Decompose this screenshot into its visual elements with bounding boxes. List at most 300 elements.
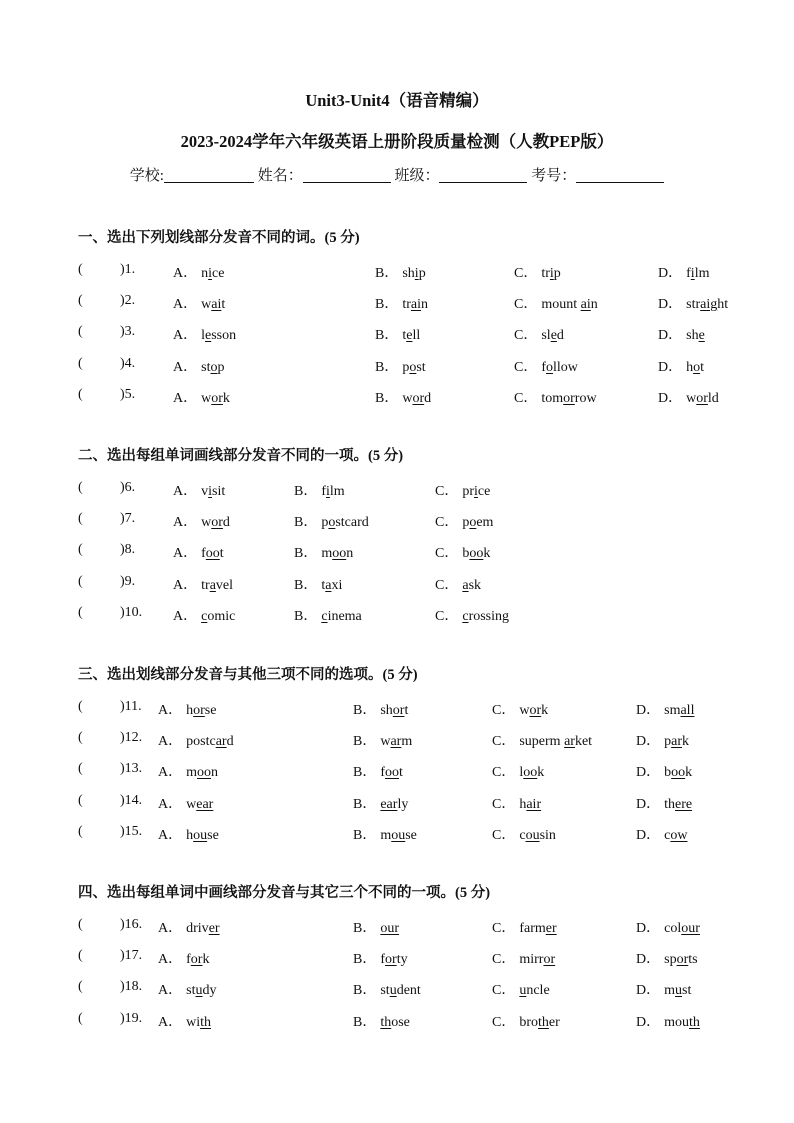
word-prefix: b (462, 546, 470, 562)
underlined-part: ai (580, 297, 591, 313)
name-label: 姓名： (257, 168, 303, 184)
option-letter: A． (173, 359, 198, 375)
word-prefix: w (519, 703, 530, 718)
option-letter: B． (375, 328, 399, 344)
word-prefix: postc (186, 734, 216, 750)
word-suffix: rossing (468, 608, 510, 624)
word-prefix: w (402, 390, 413, 406)
question-number: )5. (120, 386, 136, 402)
underlined-part: oo (671, 765, 686, 781)
underlined-part: a (462, 577, 469, 593)
option-letter: A． (173, 577, 198, 593)
word-suffix: t (404, 703, 409, 718)
word-suffix: m (401, 734, 413, 750)
school-blank[interactable] (164, 167, 254, 183)
option (375, 324, 420, 344)
word-prefix: l (201, 328, 206, 344)
word-suffix: n (211, 765, 219, 781)
underlined-part: or (676, 952, 689, 968)
option-letter: B． (353, 952, 377, 968)
word-suffix: t (221, 297, 226, 313)
option (514, 293, 598, 313)
option-letter: D． (658, 390, 683, 406)
question-number: )3. (120, 324, 136, 340)
word-suffix: xi (331, 577, 343, 593)
underlined-part: o (409, 359, 417, 375)
question-row (78, 286, 778, 317)
word-prefix: sh (402, 266, 415, 281)
underlined-part: o (469, 515, 477, 531)
word-prefix: w (186, 796, 197, 812)
word-suffix: vel (215, 577, 234, 593)
option (435, 542, 490, 562)
option (375, 293, 428, 313)
word-suffix: em (476, 515, 494, 531)
option-letter: D． (658, 266, 683, 281)
question-number: )19. (120, 1010, 143, 1026)
option (435, 480, 490, 500)
option (636, 824, 687, 844)
option-letter: C． (492, 983, 516, 999)
underlined-part: or (211, 390, 223, 406)
section-heading: 三、选出划线部分发音与其他三项不同的选项。(5 分) (78, 667, 418, 683)
word-suffix: t (219, 546, 224, 562)
option-letter: C． (435, 515, 459, 531)
option (636, 917, 700, 937)
name-blank[interactable] (303, 167, 391, 183)
option (492, 917, 557, 937)
answer-paren[interactable]: ( (78, 262, 83, 277)
question-row (78, 380, 778, 411)
option (636, 948, 698, 968)
section-heading: 二、选出每组单词画线部分发音不同的一项。(5 分) (78, 448, 404, 464)
word-prefix: f (321, 484, 327, 499)
word-suffix: p (217, 359, 225, 375)
option (353, 1011, 410, 1031)
question-number: )4. (120, 355, 136, 371)
option-letter: A． (173, 484, 198, 499)
underlined-part: or (392, 703, 405, 718)
option-letter: C． (492, 703, 516, 718)
option-letter: B． (375, 266, 399, 281)
answer-paren[interactable]: ( (78, 480, 83, 495)
word-suffix: t (700, 359, 705, 375)
word-suffix: se (405, 827, 417, 843)
option-letter: B． (294, 577, 318, 593)
question-number: )1. (120, 262, 136, 277)
option-letter: D． (636, 796, 661, 812)
word-suffix: k (685, 765, 693, 781)
word-prefix: mirr (519, 952, 544, 968)
question-number: )17. (120, 948, 143, 964)
word-prefix: sm (664, 703, 681, 718)
underlined-part: o (210, 359, 218, 375)
word-prefix: m (186, 765, 198, 781)
option (658, 293, 728, 313)
option-letter: B． (353, 827, 377, 843)
option-letter: C． (492, 827, 516, 843)
word-prefix: st (380, 983, 390, 999)
word-prefix: mou (664, 1014, 690, 1030)
option-letter: C． (492, 734, 516, 750)
underlined-part: oo (469, 546, 484, 562)
word-suffix: ly (397, 796, 409, 812)
underlined-part: c (321, 608, 328, 624)
word-prefix: p (664, 734, 672, 750)
word-prefix: l (519, 765, 524, 781)
section-3 (78, 664, 778, 848)
word-prefix: m (380, 827, 392, 843)
option-letter: D． (636, 983, 661, 999)
word-suffix: lm (694, 266, 710, 281)
word-prefix: sl (541, 328, 551, 344)
word-suffix: inema (327, 608, 362, 624)
answer-paren[interactable]: ( (78, 792, 83, 808)
word-prefix: driv (186, 921, 209, 936)
underlined-part: c (201, 608, 208, 624)
answer-paren[interactable]: ( (78, 293, 83, 309)
word-prefix: tr (201, 577, 210, 593)
document-subtitle: 2023-2024学年六年级英语上册阶段质量检测（人教PEP版） (180, 132, 614, 151)
option (492, 730, 592, 750)
word-prefix: p (462, 515, 470, 531)
option (492, 979, 550, 999)
underlined-part: or (543, 952, 556, 968)
option-letter: D． (636, 734, 661, 750)
word-suffix: ncle (526, 983, 550, 999)
word-prefix: mount (541, 297, 581, 313)
underlined-part: oo (385, 765, 400, 781)
underlined-part: oo (205, 546, 220, 562)
word-prefix: bro (519, 1014, 539, 1030)
word-prefix: tom (541, 390, 564, 406)
option (173, 511, 230, 531)
word-prefix: w (201, 515, 212, 531)
word-suffix: k (682, 734, 690, 750)
underlined-part: c (462, 608, 469, 624)
option-letter: A． (158, 983, 183, 999)
option (353, 948, 408, 968)
option (294, 480, 345, 500)
answer-paren[interactable]: ( (78, 511, 83, 527)
word-prefix: p (402, 359, 410, 375)
underlined-part: ow (670, 827, 688, 843)
option-letter: B． (353, 983, 377, 999)
answer-paren[interactable]: ( (78, 324, 83, 340)
word-prefix: h (186, 703, 194, 718)
question-number: )10. (120, 604, 143, 620)
option-letter: B． (353, 1014, 377, 1030)
option-letter: A． (173, 266, 198, 281)
option-letter: C． (435, 484, 459, 499)
option (173, 605, 235, 625)
word-suffix: ty (396, 952, 408, 968)
word-prefix: f (380, 765, 386, 781)
underlined-part: a (325, 577, 332, 593)
question-row (78, 754, 778, 785)
word-prefix: tr (402, 297, 411, 313)
word-prefix: c (519, 827, 526, 843)
option (294, 574, 342, 594)
option (435, 574, 481, 594)
option-letter: C． (492, 796, 516, 812)
answer-paren[interactable]: ( (78, 761, 83, 777)
option-letter: B． (294, 515, 318, 531)
underlined-part: th (380, 1014, 392, 1030)
option (353, 699, 408, 719)
option-letter: A． (173, 515, 198, 531)
word-prefix: pr (462, 484, 475, 499)
option (173, 324, 236, 344)
underlined-part: oo (523, 765, 538, 781)
option-letter: B． (375, 297, 399, 313)
word-prefix: w (380, 734, 391, 750)
question-number: )8. (120, 542, 136, 558)
option (294, 542, 353, 562)
word-suffix: ket (574, 734, 593, 750)
underlined-part: i (474, 484, 478, 499)
question-row (78, 504, 778, 535)
option (353, 824, 417, 844)
word-suffix: k (537, 765, 545, 781)
word-suffix: d (424, 390, 432, 406)
question-number: )9. (120, 573, 136, 589)
option (636, 761, 692, 781)
underlined-part: oo (197, 765, 212, 781)
question-number: )2. (120, 293, 136, 309)
option (173, 356, 224, 376)
option-letter: D． (636, 827, 661, 843)
option-letter: C． (514, 390, 538, 406)
option-letter: D． (636, 952, 661, 968)
word-prefix: n (201, 266, 209, 281)
option-letter: A． (173, 608, 198, 624)
underlined-part: ear (196, 796, 214, 812)
word-prefix: wi (186, 1014, 201, 1030)
question-row (78, 317, 778, 348)
underlined-part: u (195, 983, 203, 999)
answer-paren[interactable]: ( (78, 730, 83, 746)
option (173, 480, 225, 500)
option (158, 917, 220, 937)
option-letter: C． (435, 546, 459, 562)
option-letter: A． (158, 703, 183, 718)
underlined-part: or (193, 703, 205, 718)
option-letter: A． (158, 952, 183, 968)
option (353, 761, 403, 781)
word-suffix: row (574, 390, 597, 406)
school-label: 学校: (129, 168, 164, 184)
word-prefix: col (664, 921, 682, 936)
option (435, 605, 509, 625)
answer-paren[interactable]: ( (78, 542, 83, 558)
section-1 (78, 227, 778, 411)
underlined-part: or (529, 703, 542, 718)
underlined-part: o (546, 359, 554, 375)
word-prefix: sh (380, 703, 393, 718)
underlined-part: ai (211, 297, 222, 313)
option (353, 979, 421, 999)
word-prefix: st (186, 983, 196, 999)
option-letter: A． (158, 921, 183, 936)
word-prefix: t (402, 328, 407, 344)
underlined-part: o (693, 359, 701, 375)
underlined-part: th (538, 1014, 549, 1030)
word-suffix: ce (212, 266, 225, 281)
word-suffix: d (222, 515, 230, 531)
question-row (78, 817, 778, 848)
option (636, 730, 689, 750)
answer-paren[interactable]: ( (78, 386, 83, 402)
section-heading: 四、选出每组单词中画线部分发音与其它三个不同的一项。(5 分) (78, 885, 491, 901)
option-letter: B． (353, 921, 377, 936)
option-letter: B． (353, 796, 377, 812)
word-prefix: w (201, 297, 212, 313)
option-letter: B． (294, 484, 318, 499)
option-letter: C． (492, 765, 516, 781)
word-suffix: se (207, 827, 219, 843)
underlined-part: our (681, 921, 700, 936)
option (173, 542, 224, 562)
option (173, 293, 225, 313)
option (158, 948, 209, 968)
underlined-part: u (519, 983, 527, 999)
option-letter: C． (492, 952, 516, 968)
option-letter: D． (658, 359, 683, 375)
option-letter: A． (158, 1014, 183, 1030)
word-suffix: sit (212, 484, 226, 499)
word-prefix: h (686, 359, 694, 375)
question-number: )12. (120, 730, 143, 746)
answer-paren[interactable]: ( (78, 1010, 83, 1026)
underlined-part: all (680, 703, 695, 718)
word-prefix: w (686, 390, 697, 406)
underlined-part: or (385, 952, 397, 968)
option (375, 262, 426, 282)
underlined-part: th (689, 1014, 700, 1030)
underlined-part: ar (215, 734, 227, 750)
option-letter: A． (173, 546, 198, 562)
answer-paren[interactable]: ( (78, 948, 83, 964)
word-suffix: se (204, 703, 217, 718)
underlined-part: ou (525, 827, 540, 843)
underlined-part: or (696, 390, 708, 406)
section-4 (78, 882, 778, 1035)
option-letter: C． (514, 328, 538, 344)
option (658, 387, 719, 407)
underlined-part: ou (193, 827, 208, 843)
option (492, 948, 555, 968)
word-suffix: n (590, 297, 598, 313)
option (158, 824, 219, 844)
underlined-part: o (328, 515, 336, 531)
word-prefix: b (664, 765, 672, 781)
option (658, 324, 705, 344)
option (158, 979, 216, 999)
exam-number-blank[interactable] (576, 167, 664, 183)
answer-paren[interactable]: ( (78, 573, 83, 589)
option (158, 761, 218, 781)
underlined-part: i (549, 266, 554, 281)
option (514, 262, 561, 282)
question-number: )16. (120, 917, 143, 932)
option-letter: D． (658, 328, 683, 344)
word-suffix: t (399, 765, 403, 781)
option (636, 979, 691, 999)
answer-paren[interactable]: ( (78, 823, 83, 839)
answer-paren[interactable]: ( (78, 917, 83, 932)
underlined-part: u (675, 983, 683, 999)
word-suffix: dy (202, 983, 217, 999)
word-suffix: st (416, 359, 426, 375)
answer-paren[interactable]: ( (78, 699, 83, 714)
option (158, 793, 213, 813)
exam-number-label: 考号： (531, 168, 577, 184)
word-suffix: k (202, 952, 210, 968)
word-suffix: stcard (335, 515, 369, 531)
option (636, 1011, 700, 1031)
option (492, 699, 548, 719)
section-heading: 一、选出下列划线部分发音不同的词。(5 分) (78, 230, 360, 246)
word-suffix: p (418, 266, 426, 281)
question-number: )18. (120, 979, 143, 995)
underlined-part: air (526, 796, 542, 812)
underlined-part: ar (564, 734, 575, 750)
question-row (78, 567, 778, 598)
word-prefix: sp (664, 952, 677, 968)
word-prefix: superm (519, 734, 565, 750)
underlined-part: i (414, 266, 419, 281)
question-row (78, 255, 778, 286)
underlined-part: or (190, 952, 203, 968)
option-letter: C． (435, 577, 459, 593)
underlined-part: e (205, 328, 212, 344)
option (658, 262, 709, 282)
option (353, 917, 399, 937)
option (173, 262, 224, 282)
underlined-part: ar (671, 734, 683, 750)
answer-paren[interactable]: ( (78, 355, 83, 371)
question-row (78, 910, 778, 941)
option-letter: D． (658, 297, 683, 313)
word-suffix: k (222, 390, 230, 406)
question-row (78, 723, 778, 754)
word-suffix: n (346, 546, 354, 562)
word-prefix: f (541, 359, 547, 375)
section-2 (78, 445, 778, 629)
class-blank[interactable] (439, 167, 527, 183)
answer-paren[interactable]: ( (78, 979, 83, 995)
word-prefix: m (664, 983, 676, 999)
word-prefix: f (380, 952, 386, 968)
word-suffix: omic (207, 608, 236, 624)
question-number: )15. (120, 823, 143, 839)
option (375, 387, 431, 407)
underlined-part: or (412, 390, 425, 406)
option (375, 356, 426, 376)
question-row (78, 535, 778, 566)
underlined-part: e (550, 328, 557, 344)
answer-paren[interactable]: ( (78, 604, 83, 620)
question-number: )13. (120, 761, 143, 777)
word-prefix: f (201, 546, 206, 562)
underlined-part: e (406, 328, 413, 344)
underlined-part: or (563, 390, 575, 406)
question-number: )11. (120, 699, 142, 714)
option (492, 824, 556, 844)
option-letter: C． (514, 359, 538, 375)
underlined-part: i (326, 484, 330, 499)
